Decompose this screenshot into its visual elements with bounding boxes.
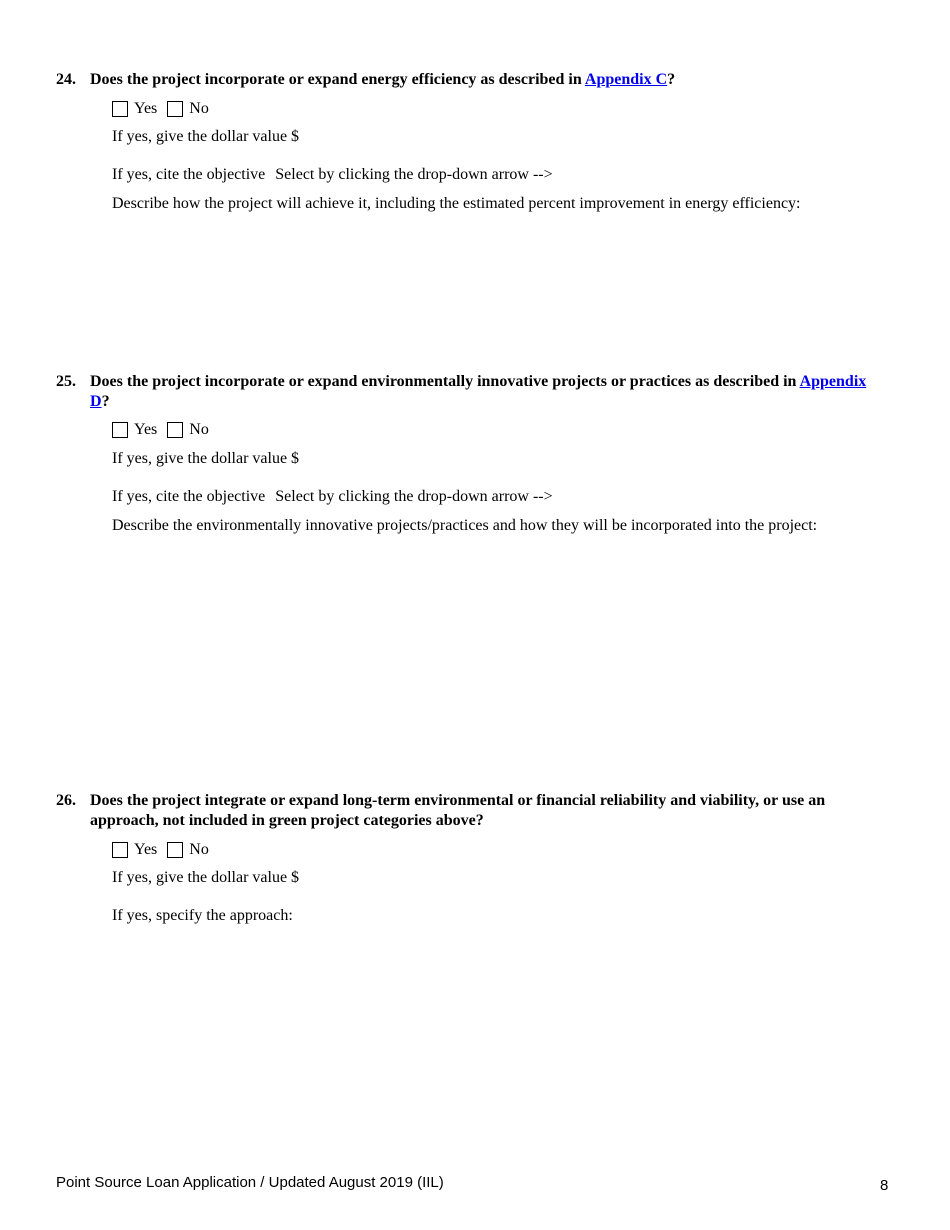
q24-yes-checkbox[interactable]: [112, 101, 128, 117]
question-number: 24.: [56, 71, 76, 88]
q24-no-checkbox[interactable]: [167, 101, 183, 117]
objective-label: If yes, cite the objective: [112, 488, 266, 505]
question-24: [56, 70, 886, 90]
q25-no-checkbox[interactable]: [167, 422, 183, 438]
appendix-c-link[interactable]: Appendix C: [584, 71, 668, 88]
q25-describe-field[interactable]: [112, 544, 892, 774]
q25-objective-dropdown[interactable]: Select by clicking the drop-down arrow -->: [275, 488, 553, 505]
no-label: No: [189, 100, 209, 117]
q25-describe-label: Describe the environmentally innovative projects/practices and how they will be incorporated into the project:: [112, 517, 818, 534]
page-number: 8: [880, 1177, 889, 1194]
dollar-value-label: If yes, give the dollar value $: [112, 128, 300, 145]
yes-label: Yes: [134, 421, 158, 438]
question-number: 25.: [56, 373, 76, 390]
q25-objective-row: [112, 487, 553, 507]
question-25: [56, 372, 886, 412]
yes-label: Yes: [134, 841, 158, 858]
q25-dollar-value-field[interactable]: [112, 449, 299, 469]
question-text: Does the project integrate or expand long-term environmental or financial reliability and viability, or use an approach, not included in green project categories above?: [90, 792, 826, 829]
question-25-title: [56, 372, 886, 412]
question-24-title: [56, 70, 886, 90]
q24-objective-dropdown[interactable]: Select by clicking the drop-down arrow -->: [275, 166, 553, 183]
q24-describe-field[interactable]: [112, 222, 892, 352]
objective-label: If yes, cite the objective: [112, 166, 266, 183]
yes-label: Yes: [134, 100, 158, 117]
q26-approach-label: If yes, specify the approach:: [112, 907, 293, 924]
q26-approach-field[interactable]: [112, 934, 892, 1134]
dollar-value-label: If yes, give the dollar value $: [112, 450, 300, 467]
q26-dollar-value-field[interactable]: [112, 868, 299, 888]
question-number: 26.: [56, 792, 76, 809]
appendix-d-link[interactable]: Appendix D: [90, 373, 867, 410]
question-26: [56, 791, 886, 831]
q26-yes-no-group: [112, 840, 219, 860]
q24-describe-label: Describe how the project will achieve it, including the estimated percent improvement in energy efficiency:: [112, 195, 801, 212]
no-label: No: [189, 841, 209, 858]
question-text: Does the project incorporate or expand energy efficiency as described in: [90, 71, 585, 88]
q25-yes-no-group: [112, 420, 219, 440]
question-mark: ?: [101, 393, 110, 410]
question-text: Does the project incorporate or expand environmentally innovative projects or practices as described in: [90, 373, 800, 390]
question-mark: ?: [667, 71, 676, 88]
q24-dollar-value-field[interactable]: [112, 127, 299, 147]
q25-yes-checkbox[interactable]: [112, 422, 128, 438]
footer-document-title: Point Source Loan Application / Updated August 2019 (IIL): [56, 1174, 444, 1191]
no-label: No: [189, 421, 209, 438]
question-26-title: [56, 791, 886, 831]
q24-objective-row: [112, 165, 553, 185]
dollar-value-label: If yes, give the dollar value $: [112, 869, 300, 886]
q26-yes-checkbox[interactable]: [112, 842, 128, 858]
q26-no-checkbox[interactable]: [167, 842, 183, 858]
q24-yes-no-group: [112, 99, 219, 119]
